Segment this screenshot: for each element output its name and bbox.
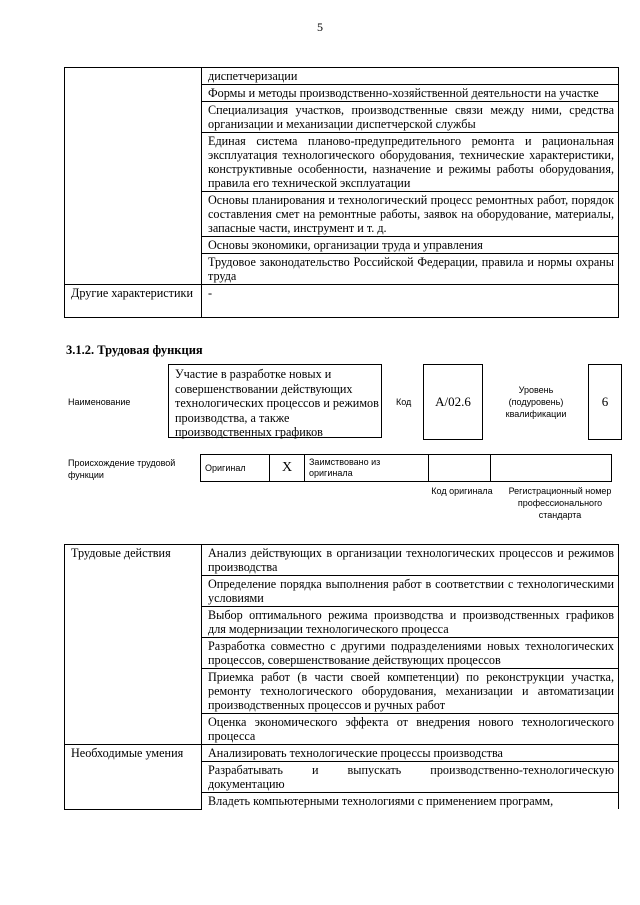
table-cell: Выбор оптимального режима производства и производственных графиков для модернизации технологического процесса bbox=[202, 607, 619, 638]
section-title: 3.1.2. Трудовая функция bbox=[66, 343, 203, 357]
origin-label: Происхождение трудовой функции bbox=[68, 458, 176, 480]
table-cell: Анализ действующих в организации технологических процессов и режимов производства bbox=[202, 545, 619, 576]
table-cell: Основы планирования и технологический процесс ремонтных работ, порядок составления смет на ремонтные работы, заявок на оборудование, материалы, запасные части, инструмент и т. д. bbox=[202, 192, 619, 237]
table-row bbox=[65, 68, 619, 85]
origin-table bbox=[200, 454, 612, 482]
table-cell: Анализировать технологические процессы производства bbox=[202, 745, 619, 762]
original-code-cell bbox=[429, 455, 491, 482]
table-row bbox=[65, 545, 619, 576]
table-cell: Разрабатывать и выпускать производственно-технологическую документацию bbox=[202, 762, 619, 793]
code-value-box: A/02.6 bbox=[423, 364, 483, 440]
table-cell: Владеть компьютерными технологиями с применением программ, bbox=[202, 793, 619, 810]
row-label-other: Другие характеристики bbox=[65, 285, 202, 318]
table-cell: - bbox=[202, 285, 619, 318]
level-value-box: 6 bbox=[588, 364, 622, 440]
table-cell: Формы и методы производственно-хозяйственной деятельности на участке bbox=[202, 85, 619, 102]
table-cell: Основы экономики, организации труда и управления bbox=[202, 237, 619, 254]
table-cell: Единая система планово-предупредительного ремонта и рациональная эксплуатация технологического оборудования, технические характеристики, конструктивные особенности, назначение и режимы работы оборудования, правила его технической эксплуатации bbox=[202, 133, 619, 192]
actions-table bbox=[64, 544, 619, 810]
name-label: Наименование bbox=[68, 397, 131, 407]
table-cell: Трудовое законодательство Российской Федерации, правила и нормы охраны труда bbox=[202, 254, 619, 285]
table-cell: Определение порядка выполнения работ в соответствии с технологическими условиями bbox=[202, 576, 619, 607]
knowledge-table bbox=[64, 67, 619, 318]
original-mark: X bbox=[270, 455, 305, 482]
page-number: 5 bbox=[317, 20, 323, 34]
table-cell: Специализация участков, производственные связи между ними, средства организации и механизации диспетчерской службы bbox=[202, 102, 619, 133]
borrowed-label: Заимствовано из оригинала bbox=[305, 455, 429, 482]
function-name-box: Участие в разработке новых и совершенствовании действующих технологических процессов и режимов производства, а также производственных графиков bbox=[168, 364, 382, 438]
original-label: Оригинал bbox=[201, 455, 270, 482]
table-cell: Разработка совместно с другими подразделениями новых технологических процессов, совершенствование действующих процессов bbox=[202, 638, 619, 669]
code-label: Код bbox=[396, 397, 412, 407]
table-row bbox=[65, 745, 619, 762]
reg-caption: Регистрационный номер профессионального стандарта bbox=[508, 486, 612, 520]
code-caption: Код оригинала bbox=[431, 486, 493, 496]
table-cell: Оценка экономического эффекта от внедрения нового технологического процесса bbox=[202, 714, 619, 745]
table-row bbox=[65, 285, 619, 318]
group-label-skills: Необходимые умения bbox=[65, 745, 202, 810]
table-cell: Приемка работ (в части своей компетенции) по реконструкции участка, ремонту технологического оборудования, механизации и автоматизации производственных процессов и ручных работ bbox=[202, 669, 619, 714]
group-label-actions: Трудовые действия bbox=[65, 545, 202, 745]
row-label bbox=[65, 68, 202, 285]
table-cell: диспетчеризации bbox=[202, 68, 619, 85]
reg-number-cell bbox=[491, 455, 612, 482]
level-label: Уровень (подуровень) квалификации bbox=[505, 385, 567, 419]
